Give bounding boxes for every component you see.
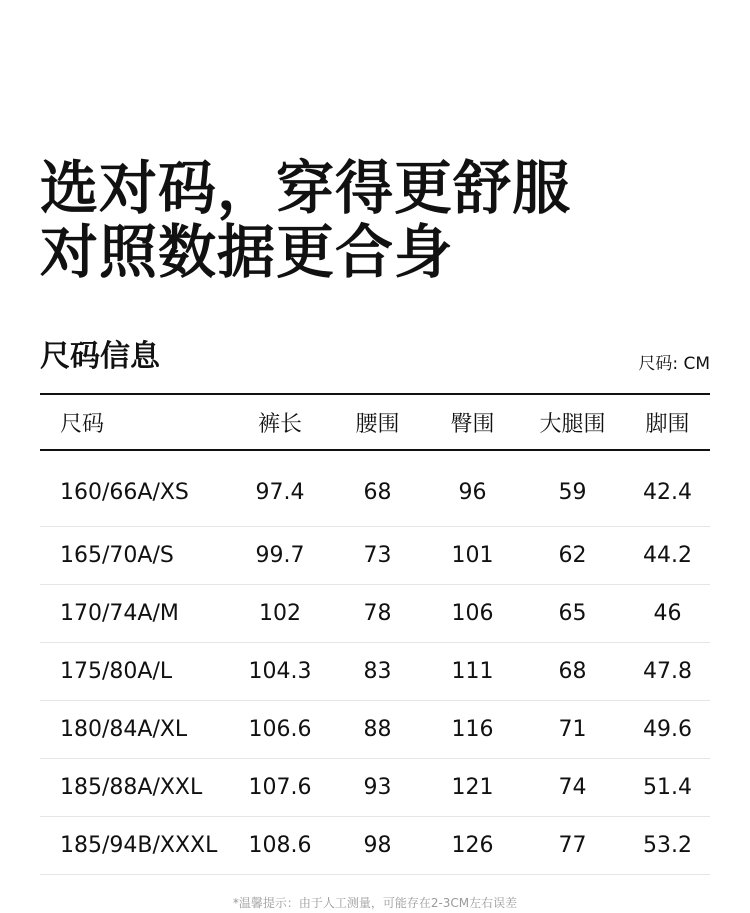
cell-leg-opening: 49.6 bbox=[625, 701, 710, 759]
cell-waist: 88 bbox=[330, 701, 425, 759]
cell-thigh: 65 bbox=[520, 585, 625, 643]
header-leg-opening: 脚围 bbox=[645, 411, 690, 437]
measurement-note: *温馨提示：由于人工测量，可能存在2-3CM左右误差 bbox=[232, 896, 518, 910]
cell-thigh: 62 bbox=[520, 527, 625, 585]
cell-length: 108.6 bbox=[230, 817, 330, 875]
table-header-row bbox=[40, 394, 710, 450]
cell-length: 104.3 bbox=[230, 643, 330, 701]
cell-length: 99.7 bbox=[230, 527, 330, 585]
cell-length: 102 bbox=[230, 585, 330, 643]
headline bbox=[40, 156, 571, 284]
unit-label: 尺码: CM bbox=[638, 354, 710, 374]
cell-leg-opening: 42.4 bbox=[625, 450, 710, 527]
cell-length: 97.4 bbox=[230, 450, 330, 527]
cell-hip: 121 bbox=[425, 759, 520, 817]
cell-length: 107.6 bbox=[230, 759, 330, 817]
cell-hip: 111 bbox=[425, 643, 520, 701]
cell-waist: 78 bbox=[330, 585, 425, 643]
cell-thigh: 77 bbox=[520, 817, 625, 875]
cell-hip: 101 bbox=[425, 527, 520, 585]
table-row bbox=[40, 817, 710, 875]
header-waist: 腰围 bbox=[355, 411, 400, 437]
cell-waist: 83 bbox=[330, 643, 425, 701]
table-row bbox=[40, 585, 710, 643]
cell-length: 106.6 bbox=[230, 701, 330, 759]
cell-waist: 93 bbox=[330, 759, 425, 817]
cell-thigh: 74 bbox=[520, 759, 625, 817]
section-title: 尺码信息 bbox=[40, 339, 160, 374]
cell-size: 185/94B/XXXL bbox=[40, 817, 230, 875]
cell-leg-opening: 51.4 bbox=[625, 759, 710, 817]
cell-size: 160/66A/XS bbox=[40, 450, 230, 527]
cell-waist: 98 bbox=[330, 817, 425, 875]
table-row bbox=[40, 450, 710, 527]
header-length: 裤长 bbox=[257, 411, 302, 437]
cell-size: 170/74A/M bbox=[40, 585, 230, 643]
table-row bbox=[40, 759, 710, 817]
cell-leg-opening: 47.8 bbox=[625, 643, 710, 701]
cell-leg-opening: 53.2 bbox=[625, 817, 710, 875]
cell-hip: 106 bbox=[425, 585, 520, 643]
cell-waist: 73 bbox=[330, 527, 425, 585]
cell-hip: 96 bbox=[425, 450, 520, 527]
cell-size: 175/80A/L bbox=[40, 643, 230, 701]
cell-size: 180/84A/XL bbox=[40, 701, 230, 759]
cell-waist: 68 bbox=[330, 450, 425, 527]
headline-line-1: 选对码，穿得更舒服 bbox=[40, 154, 572, 222]
header-hip: 臀围 bbox=[450, 411, 495, 437]
table-row bbox=[40, 643, 710, 701]
cell-thigh: 59 bbox=[520, 450, 625, 527]
cell-size: 185/88A/XXL bbox=[40, 759, 230, 817]
cell-size: 165/70A/S bbox=[40, 527, 230, 585]
cell-thigh: 71 bbox=[520, 701, 625, 759]
table-row bbox=[40, 527, 710, 585]
cell-hip: 126 bbox=[425, 817, 520, 875]
size-table bbox=[40, 393, 710, 875]
cell-leg-opening: 46 bbox=[625, 585, 710, 643]
table-row bbox=[40, 701, 710, 759]
headline-line-2: 对照数据更合身 bbox=[40, 218, 454, 286]
header-thigh: 大腿围 bbox=[539, 411, 606, 437]
cell-thigh: 68 bbox=[520, 643, 625, 701]
cell-hip: 116 bbox=[425, 701, 520, 759]
header-size: 尺码 bbox=[60, 411, 105, 437]
cell-leg-opening: 44.2 bbox=[625, 527, 710, 585]
